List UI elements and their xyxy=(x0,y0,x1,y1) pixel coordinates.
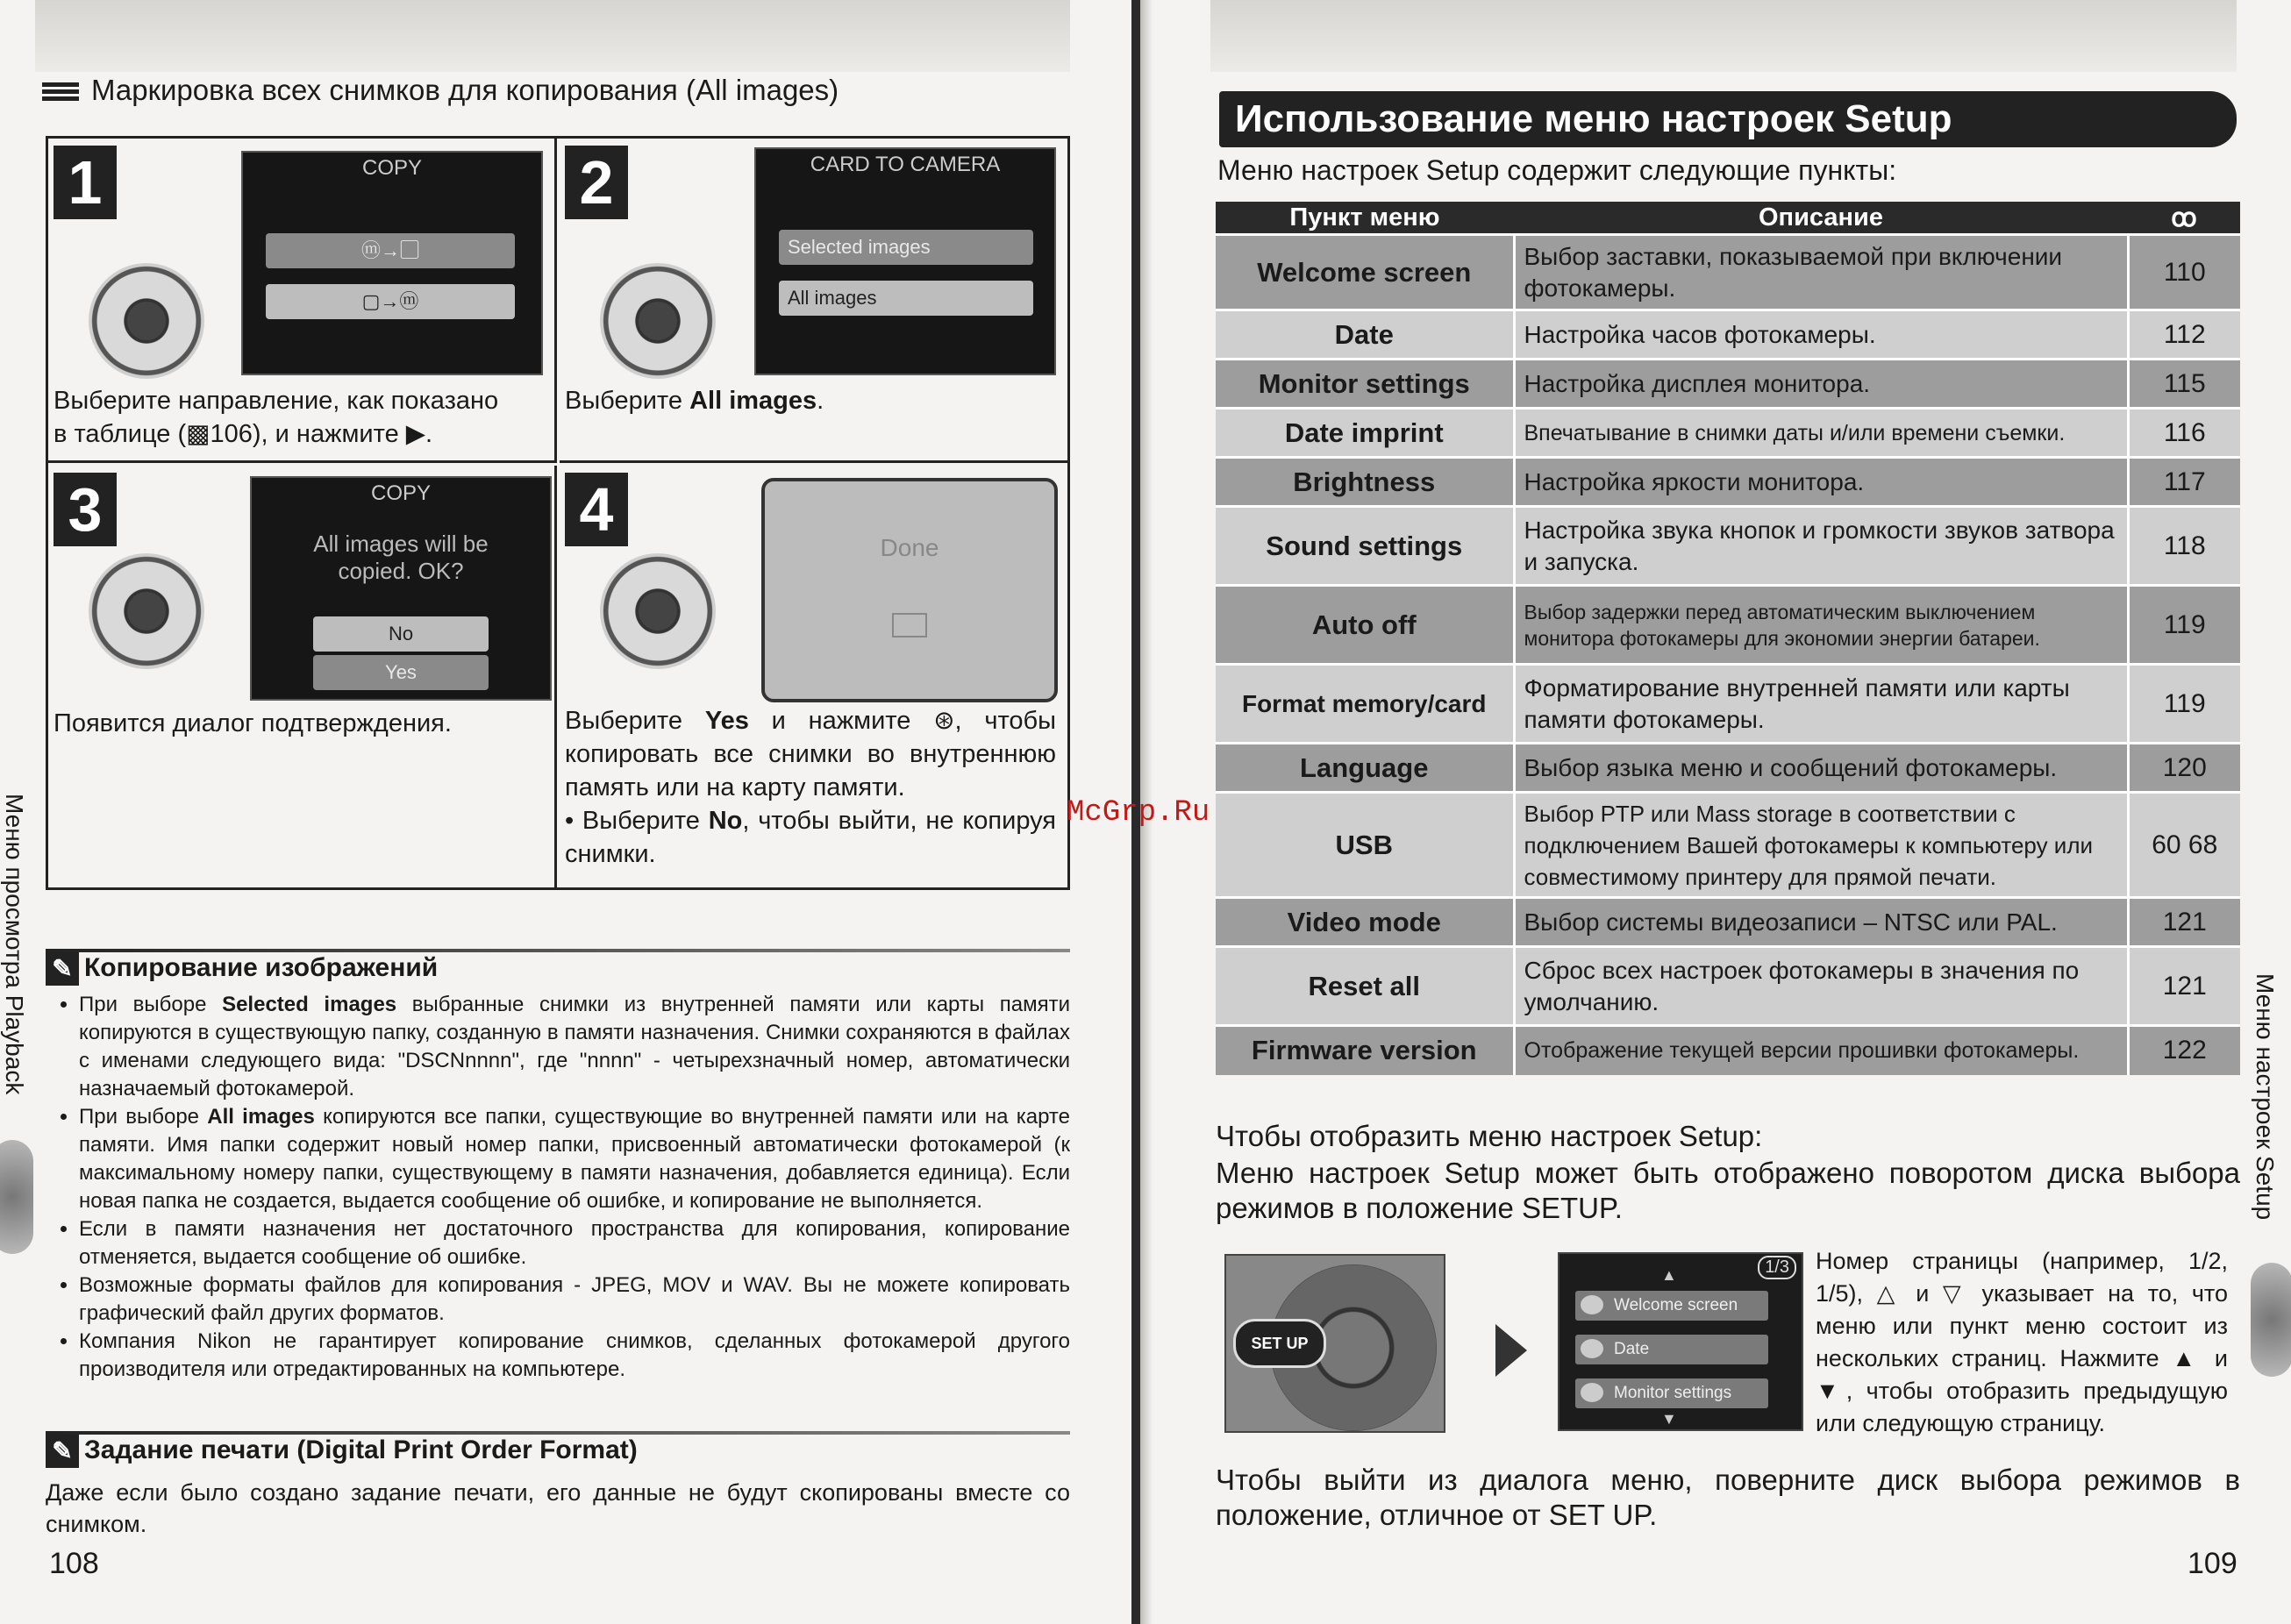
page-ref-icon: ▩ xyxy=(186,420,211,448)
step-number: 3 xyxy=(54,473,117,546)
exit-text: Чтобы выйти из диалога меню, поверните диск выбора режимов в положение, отличное от SET UP. xyxy=(1216,1464,2240,1531)
step-2 xyxy=(560,139,1067,463)
table-row: Language Выбор языка меню и сообщений фотокамеры. 120 xyxy=(1216,744,2240,793)
side-tab-left: Меню просмотра Playback xyxy=(1,794,28,1095)
table-row: Welcome screen Выбор заставки, показываемой при включении фотокамеры. 110 xyxy=(1216,235,2240,310)
page-number-left: 108 xyxy=(49,1547,99,1580)
screen-option-selected: No xyxy=(313,616,489,652)
list-item: • При выборе Selected images выбранные снимки из внутренней памяти или карты памяти копируются в существующую папку, созданную в памяти назначения. Снимки сохраняются в файлах с именами следующего вида: "DSCNnnnn", где "nnnn" - четырехзначный номер, автоматически назначаемый фотокамерой. xyxy=(79,991,1070,1103)
multi-selector-icon xyxy=(600,263,716,379)
arrow-right-icon xyxy=(1495,1324,1527,1377)
camera-screen: COPY All images will be copied. OK? No Yes xyxy=(250,476,552,701)
table-row: Video mode Выбор системы видеозаписи – NTSC или PAL. 121 xyxy=(1216,898,2240,947)
table-row: Firmware version Отображение текущей версии прошивки фотокамеры. 122 xyxy=(1216,1026,2240,1075)
page-indicator-note: Номер страницы (например, 1/2, 1/5), △ и ▽ указывает на то, что меню или пункт меню состоит из нескольких страниц. Нажмите ▲ и ▼, чтобы отобразить предыдущую или следующую страницу. xyxy=(1816,1248,2228,1436)
up-arrow-icon: ▲ xyxy=(1661,1266,1677,1284)
mode-dial-image xyxy=(1224,1254,1445,1433)
table-row: Format memory/card Форматирование внутренней памяти или карты памяти фотокамеры. 119 xyxy=(1216,665,2240,744)
side-tab-marker xyxy=(0,1140,33,1254)
top-shade-right xyxy=(1210,0,2237,72)
step-caption: Выберите All images. xyxy=(565,387,824,415)
camera-screen: COPY ⓜ→▢ ▢→ⓜ xyxy=(241,151,543,375)
screen-option-selected: All images xyxy=(779,281,1033,316)
step-4 xyxy=(560,466,1067,887)
list-item: • При выборе All images копируются все папки, существующие во внутренней памяти или на карте памяти. Имя папки содержит новый номер папки, присвоенный автоматически фотокамерой (к максимальному номеру папки, существующему в памяти назначения, добавляется единица). Если новая папка не создается, выдается сообщение об ошибке, и копирование не выполняется. xyxy=(79,1103,1070,1215)
screen-option-selected: ▢→ⓜ xyxy=(266,284,515,319)
setup-menu-screen xyxy=(1558,1252,1803,1431)
page-indicator: 1/3 xyxy=(1758,1256,1796,1279)
step-caption: Выберите Yes и нажмите ⊛, чтобы копировать все снимки во внутреннюю память или на карту памяти. • Выберите No, чтобы выйти, не копируя снимки. xyxy=(565,707,1056,868)
card-icon xyxy=(892,613,927,637)
multi-selector-icon xyxy=(600,553,716,669)
step-caption: Выберите направление, как показано в таблице (▩106), и нажмите ▶. xyxy=(54,387,499,448)
list-item: • Если в памяти назначения нет достаточного пространства для копирования, копирование отменяется, выдается сообщение об ошибке. xyxy=(79,1215,1070,1271)
table-row: Date Настройка часов фотокамеры. 112 xyxy=(1216,310,2240,360)
step-number: 4 xyxy=(565,473,628,546)
watermark: McGrp.Ru xyxy=(1067,796,1210,830)
steps-grid xyxy=(46,136,1070,890)
side-tab-marker xyxy=(2251,1263,2291,1377)
list-item: • Возможные форматы файлов для копирования - JPEG, MOV и WAV. Вы не можете копировать графический файл других форматов. xyxy=(79,1271,1070,1328)
table-row: Monitor settings Настройка дисплея монитора. 115 xyxy=(1216,360,2240,409)
table-row: Sound settings Настройка звука кнопок и громкости звуков затвора и запуска. 118 xyxy=(1216,507,2240,586)
howto-text: Меню настроек Setup может быть отображено поворотом диска выбора режимов в положение SETUP. xyxy=(1216,1157,2240,1224)
lcd-menu-item: Date xyxy=(1575,1335,1768,1364)
setup-position-label: SET UP xyxy=(1233,1319,1326,1368)
page-title: Использование меню настроек Setup xyxy=(1219,91,2237,147)
setup-menu-table xyxy=(1216,202,2240,1075)
step-number: 1 xyxy=(54,146,117,219)
multi-selector-icon xyxy=(89,553,204,669)
screen-option: ⓜ→▢ xyxy=(266,233,515,268)
screen-option: Yes xyxy=(313,655,489,690)
section-title: Маркировка всех снимков для копирования (All images) xyxy=(42,74,839,107)
note-copy-title: ✎ Копирование изображений xyxy=(46,952,438,986)
table-row: Brightness Настройка яркости монитора. 117 xyxy=(1216,458,2240,507)
list-item: • Компания Nikon не гарантирует копирование снимков, сделанных фотокамерой другого производителя или отредактированных на компьютере. xyxy=(79,1328,1070,1384)
down-arrow-icon: ▼ xyxy=(1661,1410,1677,1428)
note-dpof-title: ✎ Задание печати (Digital Print Order Format) xyxy=(46,1435,638,1468)
step-caption: Появится диалог подтверждения. xyxy=(54,709,452,737)
table-row: USB Выбор PTP или Mass storage в соответствии с подключением Вашей фотокамеры к компьютеру или совместимому принтеру для прямой печати. 60 68 xyxy=(1216,793,2240,898)
side-tab-right: Меню настроек Setup xyxy=(2252,973,2279,1221)
step-3 xyxy=(48,466,557,887)
table-row: Date imprint Впечатывание в снимки даты и/или времени съемки. 116 xyxy=(1216,409,2240,458)
intro-text: Меню настроек Setup содержит следующие пункты: xyxy=(1217,154,1897,186)
table-row: Auto off Выбор задержки перед автоматическим выключением монитора фотокамеры для экономии энергии батареи. 119 xyxy=(1216,586,2240,665)
page-number-right: 109 xyxy=(2188,1547,2237,1580)
note-copy-list xyxy=(46,991,1070,1384)
step-number: 2 xyxy=(565,146,628,219)
pencil-icon: ✎ xyxy=(46,952,79,986)
table-row: Reset all Сброс всех настроек фотокамеры в значения по умолчанию. 121 xyxy=(1216,947,2240,1026)
screen-option: Selected images xyxy=(779,230,1033,265)
screen-message: All images will be copied. OK? xyxy=(313,531,489,584)
lcd-menu-item: Monitor settings xyxy=(1575,1378,1768,1408)
lcd-menu-item: Welcome screen xyxy=(1575,1291,1768,1321)
multi-selector-icon xyxy=(89,263,204,379)
top-shade-left xyxy=(35,0,1070,72)
note-dpof-text: Даже если было создано задание печати, его данные не будут скопированы вместе со снимком. xyxy=(46,1479,1070,1537)
step-1 xyxy=(48,139,557,463)
section-marker-icon xyxy=(42,82,79,102)
table-header: Пункт меню Описание ꝏ xyxy=(1216,202,2240,235)
screen-message: Done xyxy=(880,534,939,561)
camera-screen: CARD TO CAMERA Selected images All images xyxy=(754,147,1056,375)
howto-title: Чтобы отобразить меню настроек Setup: xyxy=(1216,1120,1763,1152)
pencil-icon: ✎ xyxy=(46,1435,79,1468)
camera-screen xyxy=(761,478,1058,702)
